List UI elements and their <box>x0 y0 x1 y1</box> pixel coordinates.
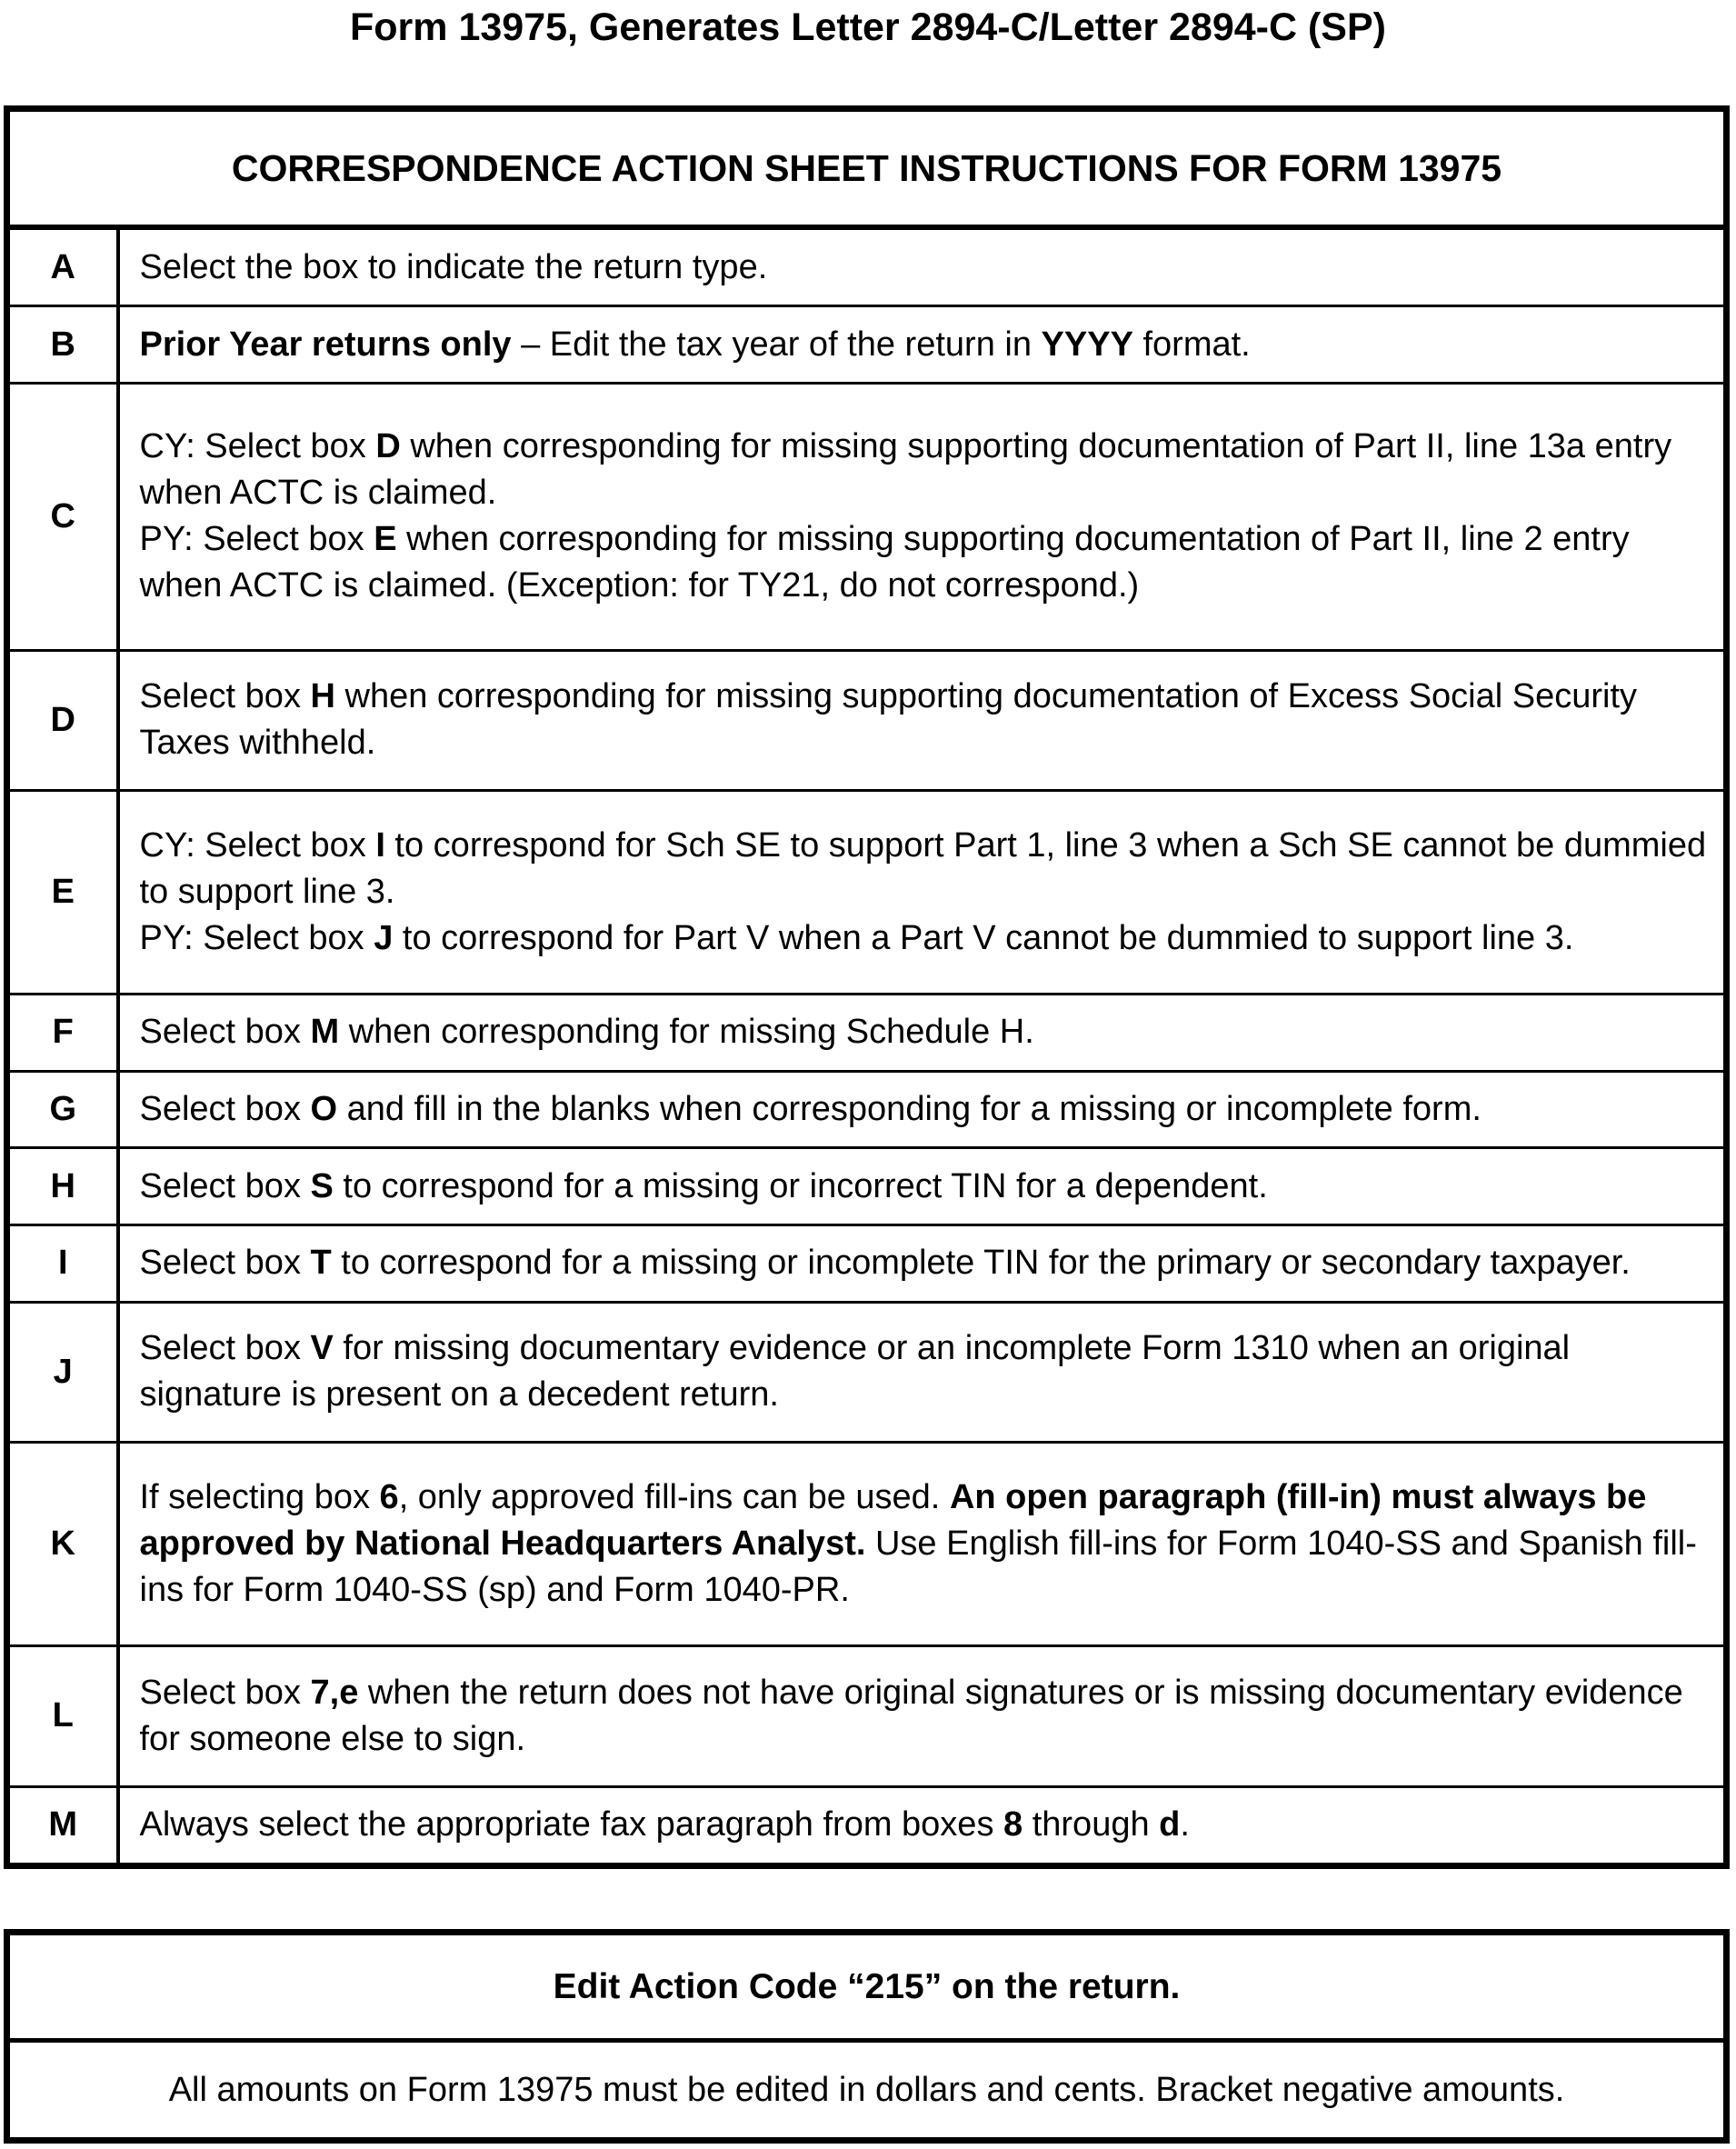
instruction-bold-text: O <box>310 1090 338 1129</box>
instruction-text: . <box>1180 1805 1190 1844</box>
instruction-row <box>7 1225 1727 1303</box>
instruction-row <box>7 1646 1727 1786</box>
instruction-row <box>7 1786 1727 1866</box>
instruction-bold-text: I <box>375 825 385 865</box>
instruction-bold-text: V <box>310 1329 334 1368</box>
instruction-text: PY: Select box <box>139 918 374 957</box>
instruction-bold-text: 6 <box>379 1478 399 1517</box>
row-letter: H <box>7 1148 118 1225</box>
row-letter: A <box>7 227 118 306</box>
instruction-text: Select box <box>139 1244 311 1283</box>
instruction-bold-text: H <box>310 677 335 716</box>
instruction-bold-text: 8 <box>1003 1805 1023 1844</box>
instruction-text: when corresponding for missing supporting documentation of Part II, line 13a entry when ACTC is claimed. <box>139 427 1672 513</box>
row-instruction <box>118 227 1727 306</box>
instruction-bold-text: Prior Year returns only <box>139 325 512 364</box>
instruction-bold-text: J <box>374 918 394 957</box>
instruction-text: PY: Select box <box>139 520 374 559</box>
row-letter: M <box>7 1786 118 1866</box>
row-instruction <box>118 1302 1727 1442</box>
instruction-text: Select box <box>139 1673 311 1712</box>
footer-action-row <box>7 1933 1727 2041</box>
row-letter: G <box>7 1071 118 1148</box>
table-header-row <box>7 109 1727 228</box>
instruction-text: when the return does not have original signatures or is missing documentary evidence for someone else to sign. <box>139 1673 1683 1758</box>
instruction-bold-text: 7,e <box>310 1673 359 1712</box>
instruction-row <box>7 790 1727 994</box>
instruction-text: CY: Select box <box>139 825 376 865</box>
instruction-text: Always select the appropriate fax paragraph from boxes <box>139 1805 1004 1844</box>
instruction-row <box>7 306 1727 384</box>
instruction-text: to correspond for Part V when a Part V cannot be dummied to support line 3. <box>393 918 1574 957</box>
instruction-text: , only approved fill-ins can be used. <box>398 1478 950 1517</box>
instruction-row <box>7 995 1727 1072</box>
instruction-bold-text: d <box>1159 1805 1181 1844</box>
instructions-table-body <box>7 109 1727 1866</box>
footer-note-row <box>7 2041 1727 2141</box>
instruction-text: when corresponding for missing supporting documentation of Excess Social Security Taxes withheld. <box>139 677 1638 763</box>
row-letter: E <box>7 790 118 994</box>
instruction-row <box>7 1148 1727 1225</box>
row-instruction <box>118 306 1727 384</box>
instruction-text: Select box <box>139 677 311 716</box>
row-letter: I <box>7 1225 118 1303</box>
instruction-bold-text: T <box>310 1244 332 1283</box>
instruction-text: Select box <box>139 1329 311 1368</box>
row-instruction <box>118 1225 1727 1303</box>
instruction-text: format. <box>1132 325 1251 364</box>
row-instruction <box>118 383 1727 650</box>
instruction-bold-text: M <box>310 1013 340 1052</box>
document-title: Form 13975, Generates Letter 2894-C/Letter 2894-C (SP) <box>350 5 1386 49</box>
instruction-text: Use English fill-ins for Form 1040-SS and Spanish fill-ins for Form 1040-SS (sp) and Form 1040-PR. <box>139 1524 1697 1610</box>
row-letter: D <box>7 650 118 790</box>
instruction-text: CY: Select box <box>139 427 376 466</box>
row-letter: K <box>7 1443 118 1646</box>
instruction-bold-text: YYYY <box>1041 325 1133 364</box>
table-header: CORRESPONDENCE ACTION SHEET INSTRUCTIONS FOR FORM 13975 <box>7 109 1727 228</box>
row-instruction <box>118 995 1727 1072</box>
instruction-text: to correspond for a missing or incomplete TIN for the primary or secondary taxpayer. <box>331 1244 1631 1283</box>
instruction-text: when corresponding for missing Schedule H. <box>339 1013 1034 1052</box>
row-letter: F <box>7 995 118 1072</box>
instruction-bold-text: An open paragraph (fill-in) must always be approved by National Headquarters Analyst. <box>139 1478 1647 1564</box>
row-letter: J <box>7 1302 118 1442</box>
instruction-bold-text: D <box>375 427 401 466</box>
instruction-text: Select the box to indicate the return type. <box>139 247 768 286</box>
row-instruction <box>118 790 1727 994</box>
instruction-text: – Edit the tax year of the return in <box>511 325 1042 364</box>
action-code-instruction: Edit Action Code “215” on the return. <box>7 1933 1727 2041</box>
row-letter: B <box>7 306 118 384</box>
instructions-table <box>4 105 1730 1869</box>
instruction-text: Select box <box>139 1166 311 1205</box>
instruction-text: for missing documentary evidence or an incomplete Form 1310 when an original signature is present on a decedent return. <box>139 1329 1571 1414</box>
instruction-text: when corresponding for missing supporting documentation of Part II, line 2 entry when ACTC is claimed. (Exception: for TY21, do not correspond.) <box>139 520 1630 605</box>
row-instruction <box>118 1646 1727 1786</box>
row-instruction <box>118 1786 1727 1866</box>
instruction-row <box>7 383 1727 650</box>
instruction-text: Select box <box>139 1090 311 1129</box>
instruction-text: Select box <box>139 1013 311 1052</box>
row-instruction <box>118 1148 1727 1225</box>
row-instruction <box>118 1071 1727 1148</box>
instruction-bold-text: S <box>310 1166 334 1205</box>
footer-box <box>4 1929 1730 2144</box>
row-instruction <box>118 1443 1727 1646</box>
instruction-text: through <box>1023 1805 1160 1844</box>
instruction-row <box>7 650 1727 790</box>
row-instruction <box>118 650 1727 790</box>
instruction-text: to correspond for a missing or incorrect TIN for a dependent. <box>333 1166 1268 1205</box>
instruction-row <box>7 1071 1727 1148</box>
instruction-row <box>7 1302 1727 1442</box>
instruction-text: and fill in the blanks when corresponding for a missing or incomplete form. <box>337 1090 1482 1129</box>
amounts-note: All amounts on Form 13975 must be edited in dollars and cents. Bracket negative amounts. <box>7 2041 1727 2141</box>
row-letter: L <box>7 1646 118 1786</box>
instruction-row <box>7 1443 1727 1646</box>
instruction-text: to correspond for Sch SE to support Part 1, line 3 when a Sch SE cannot be dummied to support line 3. <box>139 825 1707 911</box>
instruction-text: If selecting box <box>139 1478 380 1517</box>
instruction-bold-text: E <box>374 520 397 559</box>
instruction-row <box>7 227 1727 306</box>
row-letter: C <box>7 383 118 650</box>
